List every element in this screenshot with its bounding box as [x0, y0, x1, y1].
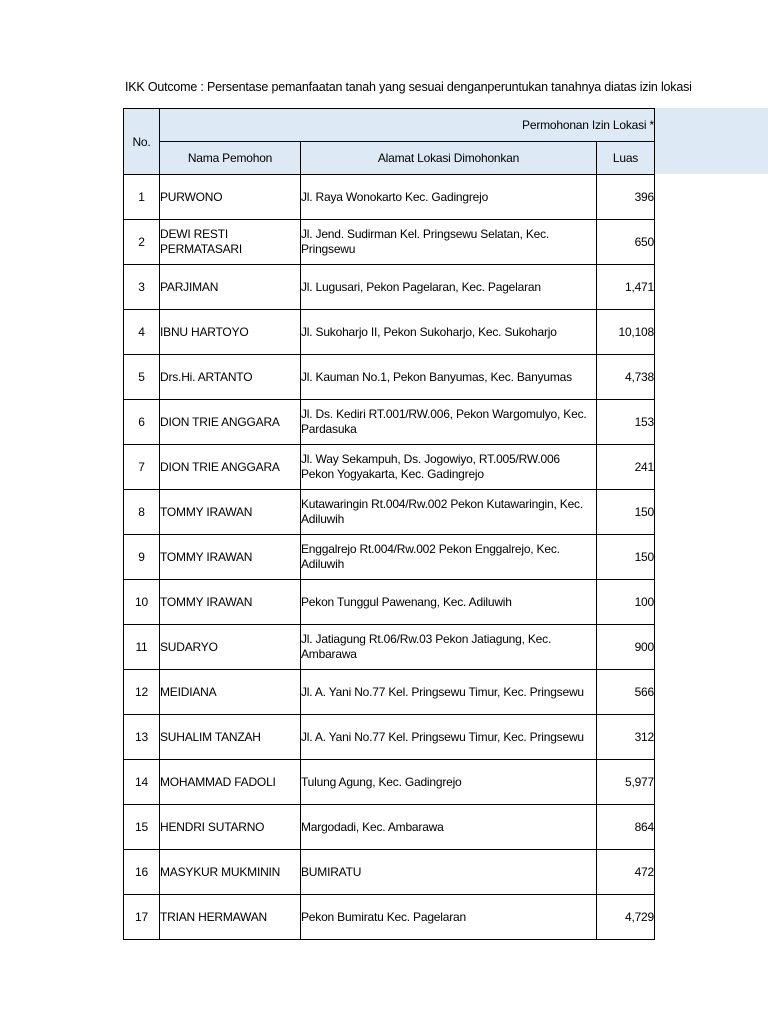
row-luas: 312 — [597, 715, 655, 760]
row-alamat: Enggalrejo Rt.004/Rw.002 Pekon Enggalrejo, Kec. Adiluwih — [301, 535, 597, 580]
row-luas: 396 — [597, 175, 655, 220]
row-alamat: Jl. Jend. Sudirman Kel. Pringsewu Selatan, Kec. Pringsewu — [301, 220, 597, 265]
header-no: No. — [124, 109, 160, 175]
row-alamat: Tulung Agung, Kec. Gadingrejo — [301, 760, 597, 805]
table-row — [124, 580, 655, 625]
table-row — [124, 400, 655, 445]
row-luas: 472 — [597, 850, 655, 895]
table-row — [124, 715, 655, 760]
table-row — [124, 445, 655, 490]
row-no: 1 — [124, 175, 160, 220]
table-row — [124, 220, 655, 265]
row-alamat: Margodadi, Kec. Ambarawa — [301, 805, 597, 850]
header-luas: Luas — [597, 142, 655, 175]
row-luas: 566 — [597, 670, 655, 715]
row-nama-pemohon: MASYKUR MUKMININ — [160, 850, 301, 895]
row-no: 9 — [124, 535, 160, 580]
row-no: 8 — [124, 490, 160, 535]
row-luas: 4,729 — [597, 895, 655, 940]
row-no: 17 — [124, 895, 160, 940]
row-no: 3 — [124, 265, 160, 310]
table-row — [124, 895, 655, 940]
row-alamat: Pekon Tunggul Pawenang, Kec. Adiluwih — [301, 580, 597, 625]
row-luas: 4,738 — [597, 355, 655, 400]
table-body — [124, 175, 655, 940]
row-luas: 150 — [597, 535, 655, 580]
row-alamat: Jl. Jatiagung Rt.06/Rw.03 Pekon Jatiagung, Kec. Ambarawa — [301, 625, 597, 670]
row-alamat: Jl. Way Sekampuh, Ds. Jogowiyo, RT.005/RW.006 Pekon Yogyakarta, Kec. Gadingrejo — [301, 445, 597, 490]
table-row — [124, 535, 655, 580]
row-nama-pemohon: TOMMY IRAWAN — [160, 490, 301, 535]
table-row — [124, 670, 655, 715]
row-nama-pemohon: DEWI RESTI PERMATASARI — [160, 220, 301, 265]
row-luas: 864 — [597, 805, 655, 850]
row-alamat: Jl. Lugusari, Pekon Pagelaran, Kec. Pagelaran — [301, 265, 597, 310]
row-no: 6 — [124, 400, 160, 445]
row-alamat: Jl. Kauman No.1, Pekon Banyumas, Kec. Banyumas — [301, 355, 597, 400]
row-nama-pemohon: SUHALIM TANZAH — [160, 715, 301, 760]
table-row — [124, 265, 655, 310]
row-nama-pemohon: TOMMY IRAWAN — [160, 580, 301, 625]
table-row — [124, 850, 655, 895]
row-nama-pemohon: HENDRI SUTARNO — [160, 805, 301, 850]
row-nama-pemohon: PURWONO — [160, 175, 301, 220]
row-no: 13 — [124, 715, 160, 760]
table-row — [124, 310, 655, 355]
header-alamat: Alamat Lokasi Dimohonkan — [301, 142, 597, 175]
row-no: 15 — [124, 805, 160, 850]
row-nama-pemohon: SUDARYO — [160, 625, 301, 670]
row-alamat: Jl. Sukoharjo II, Pekon Sukoharjo, Kec. Sukoharjo — [301, 310, 597, 355]
table-row — [124, 355, 655, 400]
row-luas: 900 — [597, 625, 655, 670]
row-luas: 650 — [597, 220, 655, 265]
row-no: 11 — [124, 625, 160, 670]
row-luas: 10,108 — [597, 310, 655, 355]
row-no: 12 — [124, 670, 160, 715]
row-alamat: Jl. A. Yani No.77 Kel. Pringsewu Timur, Kec. Pringsewu — [301, 715, 597, 760]
row-nama-pemohon: TOMMY IRAWAN — [160, 535, 301, 580]
header-nama-pemohon: Nama Pemohon — [160, 142, 301, 175]
row-alamat: Jl. Raya Wonokarto Kec. Gadingrejo — [301, 175, 597, 220]
izin-lokasi-table — [123, 108, 655, 940]
table-row — [124, 175, 655, 220]
row-nama-pemohon: Drs.Hi. ARTANTO — [160, 355, 301, 400]
row-nama-pemohon: DION TRIE ANGGARA — [160, 400, 301, 445]
row-nama-pemohon: MOHAMMAD FADOLI — [160, 760, 301, 805]
table-row — [124, 625, 655, 670]
table-subheader-row — [124, 142, 655, 175]
row-alamat: Kutawaringin Rt.004/Rw.002 Pekon Kutawaringin, Kec. Adiluwih — [301, 490, 597, 535]
row-nama-pemohon: DION TRIE ANGGARA — [160, 445, 301, 490]
row-alamat: BUMIRATU — [301, 850, 597, 895]
header-group: Permohonan Izin Lokasi * — [160, 109, 655, 142]
row-alamat: Jl. A. Yani No.77 Kel. Pringsewu Timur, Kec. Pringsewu — [301, 670, 597, 715]
row-luas: 241 — [597, 445, 655, 490]
row-luas: 1,471 — [597, 265, 655, 310]
row-luas: 100 — [597, 580, 655, 625]
row-nama-pemohon: IBNU HARTOYO — [160, 310, 301, 355]
page-title: IKK Outcome : Persentase pemanfaatan tanah yang sesuai denganperuntukan tanahnya diatas izin lokasi — [125, 80, 692, 94]
row-nama-pemohon: MEIDIANA — [160, 670, 301, 715]
row-no: 14 — [124, 760, 160, 805]
header-fill — [655, 108, 768, 174]
table-row — [124, 760, 655, 805]
row-no: 4 — [124, 310, 160, 355]
row-no: 5 — [124, 355, 160, 400]
row-no: 7 — [124, 445, 160, 490]
row-luas: 5,977 — [597, 760, 655, 805]
row-nama-pemohon: TRIAN HERMAWAN — [160, 895, 301, 940]
row-no: 10 — [124, 580, 160, 625]
row-no: 2 — [124, 220, 160, 265]
row-alamat: Jl. Ds. Kediri RT.001/RW.006, Pekon Wargomulyo, Kec. Pardasuka — [301, 400, 597, 445]
row-luas: 150 — [597, 490, 655, 535]
row-luas: 153 — [597, 400, 655, 445]
table-row — [124, 805, 655, 850]
table-row — [124, 490, 655, 535]
row-alamat: Pekon Bumiratu Kec. Pagelaran — [301, 895, 597, 940]
row-no: 16 — [124, 850, 160, 895]
table-header-row — [124, 109, 655, 142]
row-nama-pemohon: PARJIMAN — [160, 265, 301, 310]
